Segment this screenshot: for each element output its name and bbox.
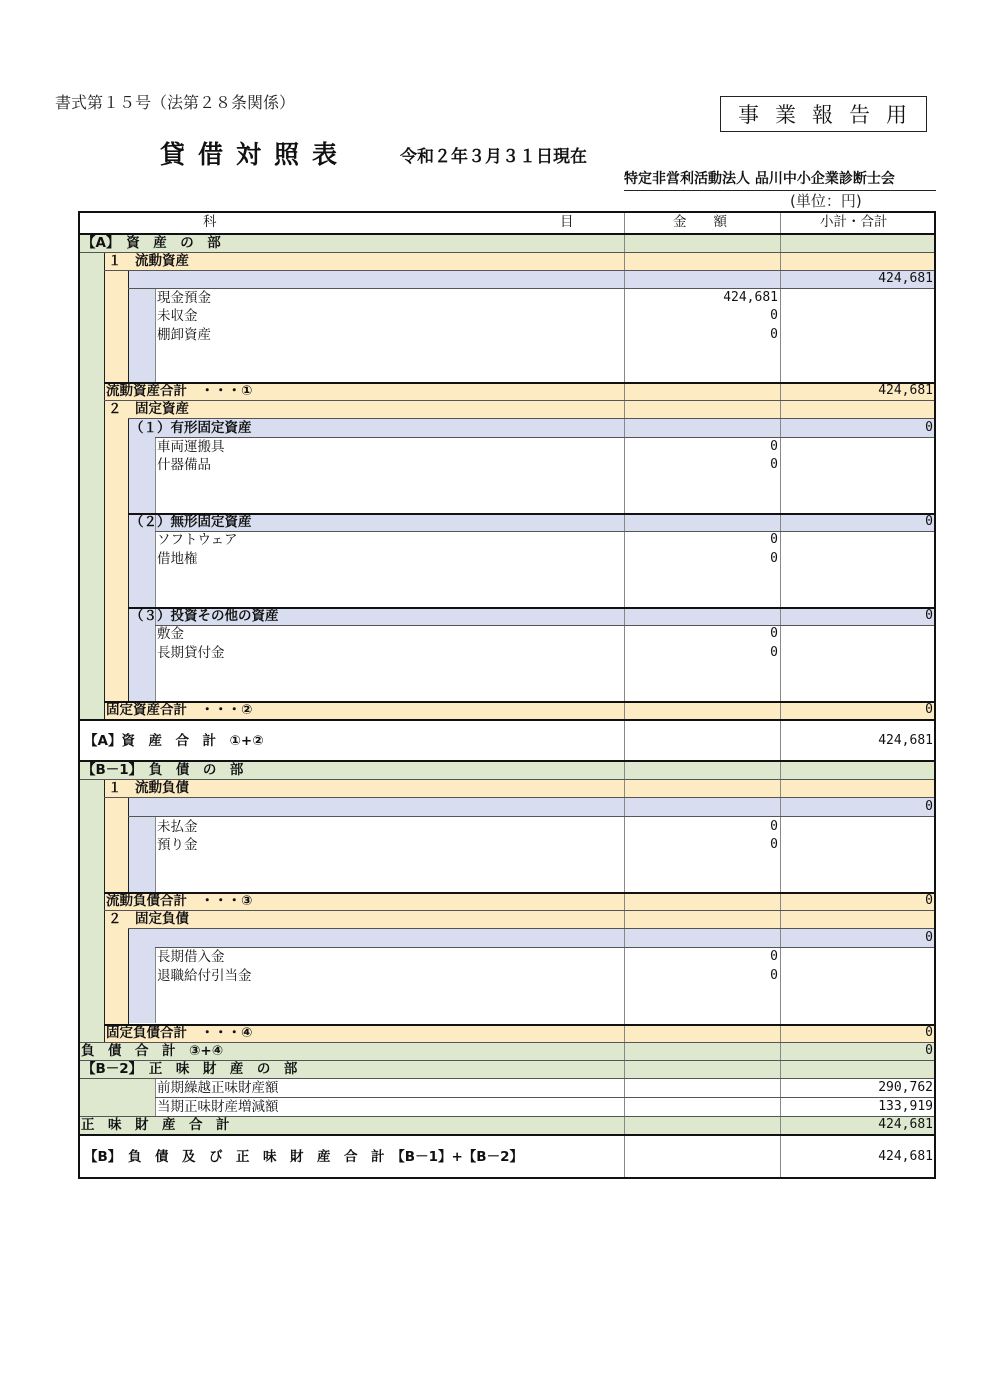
- item-name: 什器備品: [157, 457, 211, 473]
- item-name: 預り金: [157, 837, 198, 853]
- liabilities-section-label: 【B－1】 負 債 の 部: [82, 762, 244, 778]
- amount-header: 金 額: [673, 214, 727, 230]
- item-amount: 0: [770, 968, 778, 983]
- assets-grand-total-label: 【A】資 産 合 計 ①+②: [84, 733, 264, 749]
- item-header-left: 科: [203, 214, 217, 230]
- current-liabilities-subtotal: 0: [925, 799, 933, 814]
- item-amount: 424,681: [723, 290, 778, 305]
- item-name: 敷金: [157, 626, 184, 642]
- current-assets-total-label: 流動資産合計 ・・・①: [106, 383, 253, 399]
- item-amount: 0: [770, 532, 778, 547]
- current-liabilities-label: １ 流動負債: [108, 780, 189, 796]
- item-name: 棚卸資産: [157, 327, 211, 343]
- current-liabilities-total-label: 流動負債合計 ・・・③: [106, 893, 253, 909]
- net-assets-total: 424,681: [878, 1117, 933, 1132]
- form-number: 書式第１５号（法第２８条関係）: [55, 93, 296, 112]
- intangible-label: （２）無形固定資産: [130, 514, 252, 530]
- item-amount: 0: [770, 626, 778, 641]
- grand-total-label: 【B】 負 債 及 び 正 味 財 産 合 計 【B－1】+【B－2】: [84, 1149, 523, 1165]
- item-header-right: 目: [560, 214, 574, 230]
- item-name: 借地権: [157, 551, 198, 567]
- item-name: 未払金: [157, 819, 198, 835]
- item-name: 車両運搬具: [157, 439, 225, 455]
- fixed-liabilities-label: ２ 固定負債: [108, 911, 189, 927]
- liabilities-total: 0: [925, 1043, 933, 1058]
- fixed-liabilities-total: 0: [925, 1025, 933, 1040]
- item-name: 現金預金: [157, 290, 211, 306]
- item-name: 退職給付引当金: [157, 968, 252, 984]
- investments-label: （３）投資その他の資産: [130, 608, 279, 624]
- usage-label: 事業報告用: [720, 96, 927, 132]
- item-name: 長期貸付金: [157, 645, 225, 661]
- item-name: 前期繰越正味財産額: [157, 1080, 279, 1096]
- item-amount: 0: [770, 327, 778, 342]
- current-assets-total: 424,681: [878, 383, 933, 398]
- unit-label: (単位：円): [790, 192, 862, 210]
- assets-section-label: 【A】 資 産 の 部: [82, 235, 221, 251]
- item-amount: 0: [770, 308, 778, 323]
- item-name: 長期借入金: [157, 949, 225, 965]
- fixed-assets-total: 0: [925, 702, 933, 717]
- grand-total-value: 424,681: [878, 1149, 933, 1164]
- organization-name: 特定非営利活動法人 品川中小企業診断士会: [624, 168, 936, 191]
- item-amount: 0: [770, 457, 778, 472]
- intangible-subtotal: 0: [925, 514, 933, 529]
- liabilities-total-label: 負 債 合 計 ③+④: [81, 1043, 224, 1059]
- as-of-date: 令和２年３月３１日現在: [400, 147, 587, 167]
- item-amount: 290,762: [878, 1080, 933, 1095]
- tangible-subtotal: 0: [925, 420, 933, 435]
- subtotal-header: 小計・合計: [820, 214, 888, 230]
- page-title: 貸借対照表: [160, 140, 351, 169]
- fixed-liabilities-subtotal: 0: [925, 930, 933, 945]
- current-assets-subtotal: 424,681: [878, 271, 933, 286]
- item-amount: 133,919: [878, 1099, 933, 1114]
- fixed-liabilities-total-label: 固定負債合計 ・・・④: [106, 1025, 253, 1041]
- net-assets-total-label: 正 味 財 産 合 計: [81, 1117, 230, 1133]
- current-assets-label: １ 流動資産: [108, 253, 189, 269]
- fixed-assets-total-label: 固定資産合計 ・・・②: [106, 702, 253, 718]
- item-amount: 0: [770, 819, 778, 834]
- item-amount: 0: [770, 949, 778, 964]
- item-amount: 0: [770, 551, 778, 566]
- item-amount: 0: [770, 439, 778, 454]
- current-liabilities-total: 0: [925, 893, 933, 908]
- assets-grand-total: 424,681: [878, 733, 933, 748]
- item-amount: 0: [770, 645, 778, 660]
- net-assets-section-label: 【B－2】 正 味 財 産 の 部: [82, 1061, 298, 1077]
- fixed-assets-label: ２ 固定資産: [108, 401, 189, 417]
- item-name: 未収金: [157, 308, 198, 324]
- balance-sheet-table: [78, 211, 936, 1179]
- item-name: ソフトウェア: [157, 532, 238, 548]
- item-amount: 0: [770, 837, 778, 852]
- table-border: [78, 211, 936, 1179]
- item-name: 当期正味財産増減額: [157, 1099, 279, 1115]
- tangible-label: （１）有形固定資産: [130, 420, 252, 436]
- investments-subtotal: 0: [925, 608, 933, 623]
